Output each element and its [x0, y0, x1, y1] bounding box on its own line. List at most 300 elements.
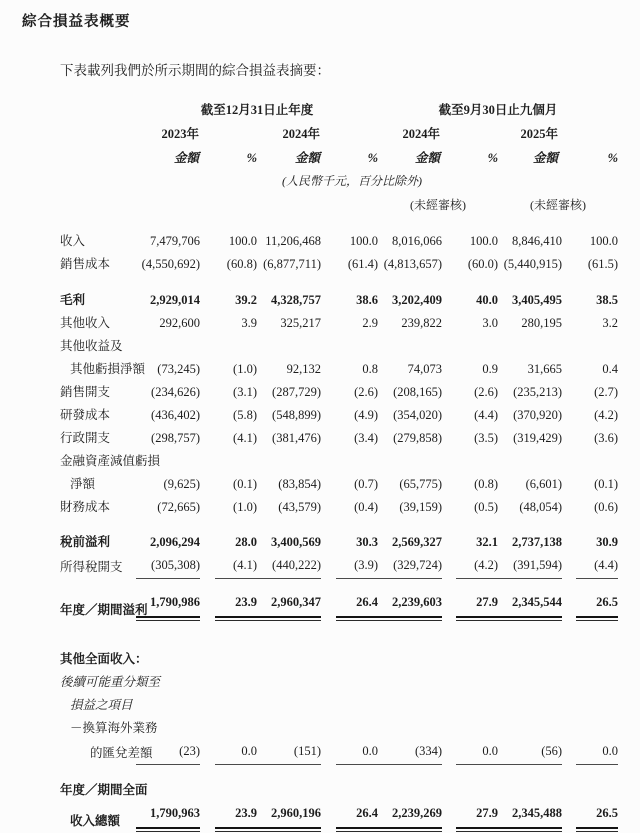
cell-percent [558, 671, 618, 694]
spacer-cell [60, 579, 618, 591]
table-row [60, 671, 618, 694]
spacer-cell [60, 276, 618, 289]
amount-header: 金額 [294, 151, 320, 165]
row-label: 毛利 [60, 293, 86, 307]
cell-amount [136, 531, 199, 554]
percent-header: % [607, 151, 619, 165]
column-header-row [60, 146, 618, 170]
cell-amount [378, 591, 443, 622]
cell-percent [320, 779, 378, 802]
value-text: 2,960,196 [257, 802, 321, 833]
value-text: 26.5 [576, 802, 618, 833]
cell-amount [378, 404, 443, 427]
value-text: 100.0 [589, 234, 619, 248]
spacer-row [60, 217, 618, 230]
cell-amount [498, 717, 558, 740]
value-text: 1,790,963 [136, 802, 200, 833]
value-text: (2.7) [594, 385, 619, 399]
table-row [60, 779, 618, 802]
value-text: 30.9 [596, 535, 619, 549]
unaudited-note: (未經審核) [410, 198, 467, 212]
cell-percent [440, 312, 498, 335]
value-text: (23) [136, 740, 200, 765]
row-label: 收入 [60, 234, 86, 248]
cell-percent [558, 335, 618, 358]
row-label: 金融資產減值虧損 [60, 454, 161, 468]
cell-amount [378, 253, 443, 276]
table-row [60, 230, 618, 253]
unaudited-row [60, 193, 618, 217]
cell-percent [199, 779, 257, 802]
value-text: 26.5 [576, 591, 618, 622]
value-text: (2.6) [354, 385, 379, 399]
cell-percent [558, 591, 618, 622]
percent-header: % [487, 151, 499, 165]
cell-percent [440, 554, 498, 579]
cell-amount [378, 740, 443, 765]
value-text: 27.9 [456, 591, 498, 622]
value-text: 1,790,986 [136, 591, 200, 622]
cell-percent [199, 554, 257, 579]
value-text: (4.4) [576, 554, 618, 579]
value-text: 239,822 [401, 316, 443, 330]
period-header-annual: 截至12月31日止年度 [200, 103, 314, 117]
cell-amount [498, 694, 558, 717]
cell-percent [320, 381, 378, 404]
header-spacer [320, 122, 378, 146]
cell-percent [440, 358, 498, 381]
cell-amount [136, 404, 199, 427]
cell-percent [199, 230, 257, 253]
cell-amount [257, 381, 320, 404]
cell-percent [440, 671, 498, 694]
cell-amount [136, 289, 199, 312]
value-text: 2,929,014 [150, 293, 200, 307]
value-text: 2.9 [362, 316, 379, 330]
value-text: 27.9 [456, 802, 498, 833]
cell-amount [257, 427, 320, 450]
cell-amount [498, 312, 563, 335]
value-text: (4.1) [233, 431, 257, 445]
value-text: (3.6) [594, 431, 619, 445]
cell-amount [378, 312, 443, 335]
unit-note-row [60, 170, 618, 193]
cell-percent [199, 671, 257, 694]
cell-amount [378, 717, 440, 740]
cell-amount [498, 671, 558, 694]
cell-amount [498, 591, 563, 622]
amount-header: 金額 [173, 151, 199, 165]
table-row [60, 381, 618, 404]
cell-amount [498, 381, 563, 404]
cell-percent [440, 694, 498, 717]
cell-percent [558, 648, 618, 671]
unit-note: (人民幣千元，百分比除外) [282, 174, 423, 188]
cell-percent [199, 694, 257, 717]
value-text: 3,202,409 [392, 293, 443, 307]
cell-amount [136, 473, 199, 496]
row-label: 其他全面收入： [60, 652, 148, 666]
header-spacer [60, 99, 136, 122]
value-text: (48,054) [519, 500, 563, 514]
value-text: (298,757) [151, 431, 200, 445]
cell-amount [498, 253, 563, 276]
value-text: (6,601) [525, 477, 563, 491]
row-label: 銷售成本 [60, 257, 111, 271]
cell-percent [440, 335, 498, 358]
value-text: 28.0 [235, 535, 257, 549]
cell-percent [320, 230, 378, 253]
year-header-row [60, 122, 618, 146]
cell-amount [378, 802, 443, 833]
header-spacer [60, 193, 136, 217]
amount-header: 金額 [533, 151, 559, 165]
table-row [60, 717, 618, 740]
cell-amount [136, 496, 199, 519]
year-header-2024-nine-month: 2024年 [402, 127, 441, 141]
value-text: 8,016,066 [392, 234, 443, 248]
value-text: (0.4) [354, 500, 379, 514]
cell-percent [320, 404, 378, 427]
cell-amount [498, 289, 563, 312]
header-spacer [60, 122, 136, 146]
value-text: (305,308) [136, 554, 200, 579]
value-text: 0.8 [362, 362, 379, 376]
value-text: (3.5) [474, 431, 499, 445]
row-label: 其他收入 [60, 316, 111, 330]
cell-percent [320, 473, 378, 496]
value-text: (1.0) [233, 362, 257, 376]
value-text: (234,626) [151, 385, 200, 399]
intro-text: 下表載列我們於所示期間的綜合損益表摘要： [60, 63, 330, 78]
percent-header: % [246, 151, 257, 165]
header-spacer [199, 122, 257, 146]
row-label: 年度／期間全面 [60, 783, 148, 797]
cell-percent [199, 591, 257, 622]
cell-percent [440, 802, 498, 833]
cell-amount [378, 289, 443, 312]
value-text: (319,429) [513, 431, 563, 445]
value-text: (0.8) [474, 477, 499, 491]
cell-amount [257, 779, 320, 802]
value-text: 8,846,410 [512, 234, 563, 248]
cell-percent [320, 253, 378, 276]
cell-amount [378, 671, 440, 694]
cell-amount [498, 496, 563, 519]
year-header-2024-annual: 2024年 [282, 127, 320, 141]
value-text: 26.4 [336, 802, 378, 833]
value-text: 32.1 [476, 535, 499, 549]
cell-amount [257, 531, 320, 554]
cell-amount [136, 427, 199, 450]
cell-amount [257, 554, 320, 579]
cell-amount [257, 404, 320, 427]
value-text: (60.8) [226, 257, 257, 271]
cell-amount [257, 648, 320, 671]
cell-percent [199, 473, 257, 496]
table-row [60, 289, 618, 312]
value-text: (391,594) [498, 554, 562, 579]
row-label: 稅前溢利 [60, 535, 111, 549]
cell-percent [558, 473, 618, 496]
value-text: (4,813,657) [383, 257, 443, 271]
cell-amount [378, 694, 440, 717]
cell-percent [199, 289, 257, 312]
cell-percent [558, 404, 618, 427]
cell-percent [320, 694, 378, 717]
table-row [60, 648, 618, 671]
header-spacer [136, 193, 378, 217]
value-text: (4.9) [354, 408, 379, 422]
cell-percent [199, 531, 257, 554]
value-text: (329,724) [378, 554, 442, 579]
cell-amount [257, 358, 320, 381]
cell-amount [257, 802, 320, 833]
cell-amount [257, 671, 320, 694]
value-text: (39,159) [399, 500, 443, 514]
cell-amount [378, 496, 443, 519]
value-text: (60.0) [467, 257, 499, 271]
cell-percent [440, 717, 498, 740]
cell-amount [498, 427, 563, 450]
value-text: 39.2 [235, 293, 257, 307]
value-text: (235,213) [513, 385, 563, 399]
percent-header: % [367, 151, 379, 165]
row-label: 行政開支 [60, 431, 111, 445]
cell-percent [558, 717, 618, 740]
table-row [60, 591, 618, 622]
value-text: 2,096,294 [150, 535, 200, 549]
cell-percent [199, 802, 257, 833]
value-text: (4.1) [215, 554, 257, 579]
cell-percent [440, 450, 498, 473]
cell-amount [378, 554, 443, 579]
value-text: 0.0 [456, 740, 498, 765]
cell-percent [558, 427, 618, 450]
cell-amount [498, 358, 563, 381]
cell-percent [320, 312, 378, 335]
cell-amount [136, 740, 199, 765]
value-text: 100.0 [349, 234, 379, 248]
cell-amount [378, 427, 443, 450]
cell-percent [199, 312, 257, 335]
cell-amount [136, 312, 199, 335]
value-text: 30.3 [356, 535, 379, 549]
table-row [60, 427, 618, 450]
value-text: (4.4) [474, 408, 499, 422]
spacer-row [60, 519, 618, 531]
header-spacer [60, 146, 136, 170]
value-text: 100.0 [469, 234, 499, 248]
cell-percent [199, 335, 257, 358]
value-text: (5,440,915) [503, 257, 563, 271]
value-text: 11,206,468 [265, 234, 321, 248]
value-text: 31,665 [527, 362, 563, 376]
cell-amount [257, 253, 320, 276]
value-text: 2,569,327 [392, 535, 443, 549]
table-row [60, 694, 618, 717]
value-text: (3.4) [354, 431, 379, 445]
cell-amount [378, 450, 440, 473]
cell-percent [320, 496, 378, 519]
cell-percent [440, 591, 498, 622]
value-text: (72,665) [157, 500, 200, 514]
value-text: (151) [257, 740, 321, 765]
value-text: (0.5) [474, 500, 499, 514]
value-text: (4,550,692) [141, 257, 200, 271]
value-text: (9,625) [163, 477, 200, 491]
cell-percent [558, 779, 618, 802]
cell-percent [440, 496, 498, 519]
cell-percent [440, 404, 498, 427]
cell-percent [440, 381, 498, 404]
cell-percent [440, 289, 498, 312]
value-text: 2,345,544 [498, 591, 562, 622]
cell-amount [498, 230, 563, 253]
cell-amount [136, 230, 199, 253]
value-text: (43,579) [278, 500, 321, 514]
cell-percent [199, 253, 257, 276]
row-label: 其他收益及 [60, 339, 123, 353]
value-text: 2,960,347 [257, 591, 321, 622]
table-row [60, 335, 618, 358]
row-label: 所得稅開支 [60, 560, 123, 574]
year-header-2023: 2023年 [161, 127, 199, 141]
value-text: 38.6 [356, 293, 379, 307]
value-text: 40.0 [476, 293, 499, 307]
value-text: 92,132 [286, 362, 321, 376]
value-text: 2,239,603 [378, 591, 442, 622]
income-statement-table [60, 99, 618, 833]
value-text: 2,737,138 [512, 535, 563, 549]
value-text: (287,729) [272, 385, 321, 399]
value-text: 0.0 [336, 740, 378, 765]
cell-amount [136, 358, 199, 381]
value-text: (0.7) [354, 477, 379, 491]
cell-amount [136, 253, 199, 276]
cell-percent [320, 358, 378, 381]
value-text: 0.0 [576, 740, 618, 765]
cell-amount [498, 531, 563, 554]
value-text: (5.8) [233, 408, 257, 422]
cell-percent [558, 358, 618, 381]
value-text: (279,858) [393, 431, 443, 445]
value-text: (208,165) [393, 385, 443, 399]
cell-amount [498, 335, 558, 358]
cell-percent [320, 289, 378, 312]
period-header-nine-month: 截至9月30日止九個月 [438, 103, 558, 117]
table-row [60, 253, 618, 276]
cell-amount [378, 335, 440, 358]
cell-amount [498, 779, 558, 802]
value-text: (354,020) [393, 408, 443, 422]
cell-percent [199, 427, 257, 450]
row-label: 研發成本 [60, 408, 111, 422]
value-text: 100.0 [228, 234, 257, 248]
value-text: (1.0) [233, 500, 257, 514]
value-text: (65,775) [399, 477, 443, 491]
spacer-row [60, 276, 618, 289]
cell-amount [257, 335, 320, 358]
cell-amount [257, 230, 320, 253]
cell-percent [199, 358, 257, 381]
value-text: (0.1) [594, 477, 619, 491]
cell-percent [558, 802, 618, 833]
cell-amount [257, 694, 320, 717]
spacer-cell [60, 519, 618, 531]
year-header-2025: 2025年 [520, 127, 559, 141]
cell-percent [199, 450, 257, 473]
value-text: (56) [498, 740, 562, 765]
value-text: 38.5 [596, 293, 619, 307]
value-text: 7,479,706 [150, 234, 200, 248]
value-text: 0.0 [215, 740, 257, 765]
cell-percent [320, 802, 378, 833]
cell-percent [320, 427, 378, 450]
value-text: 74,073 [407, 362, 443, 376]
cell-amount [378, 779, 440, 802]
row-label: －換算海外業務 [70, 721, 158, 735]
cell-amount [136, 335, 199, 358]
value-text: (4.2) [594, 408, 619, 422]
cell-percent [320, 450, 378, 473]
cell-percent [320, 740, 378, 765]
cell-percent [199, 648, 257, 671]
cell-percent [440, 473, 498, 496]
period-header-row [60, 99, 618, 122]
cell-amount [257, 740, 320, 765]
cell-amount [498, 802, 563, 833]
cell-percent [320, 531, 378, 554]
table-row [60, 802, 618, 833]
table-row [60, 740, 618, 765]
value-text: (548,899) [272, 408, 321, 422]
table-row [60, 404, 618, 427]
row-label: 收入總額 [70, 814, 121, 828]
cell-amount [498, 404, 563, 427]
value-text: 292,600 [159, 316, 200, 330]
row-label: 的匯兌差額 [90, 746, 153, 760]
value-text: 2,345,488 [498, 802, 562, 833]
row-label: 銷售開支 [60, 385, 111, 399]
spacer-row [60, 765, 618, 779]
table-row [60, 496, 618, 519]
value-text: 23.9 [215, 591, 257, 622]
header-spacer [60, 170, 136, 193]
value-text: 325,217 [280, 316, 321, 330]
value-text: (61.4) [347, 257, 379, 271]
cell-percent [320, 591, 378, 622]
row-label: 年度／期間溢利 [60, 603, 148, 617]
cell-percent [199, 404, 257, 427]
cell-amount [257, 717, 320, 740]
value-text: 3.0 [482, 316, 499, 330]
value-text: (2.6) [474, 385, 499, 399]
cell-percent [320, 554, 378, 579]
table-row [60, 473, 618, 496]
spacer-cell [60, 765, 618, 779]
cell-percent [440, 648, 498, 671]
cell-amount [378, 381, 443, 404]
cell-percent [320, 335, 378, 358]
value-text: 0.9 [482, 362, 499, 376]
table-row [60, 531, 618, 554]
value-text: (73,245) [157, 362, 200, 376]
cell-percent [558, 740, 618, 765]
cell-amount [136, 554, 199, 579]
value-text: 3,400,569 [271, 535, 321, 549]
cell-percent [199, 496, 257, 519]
